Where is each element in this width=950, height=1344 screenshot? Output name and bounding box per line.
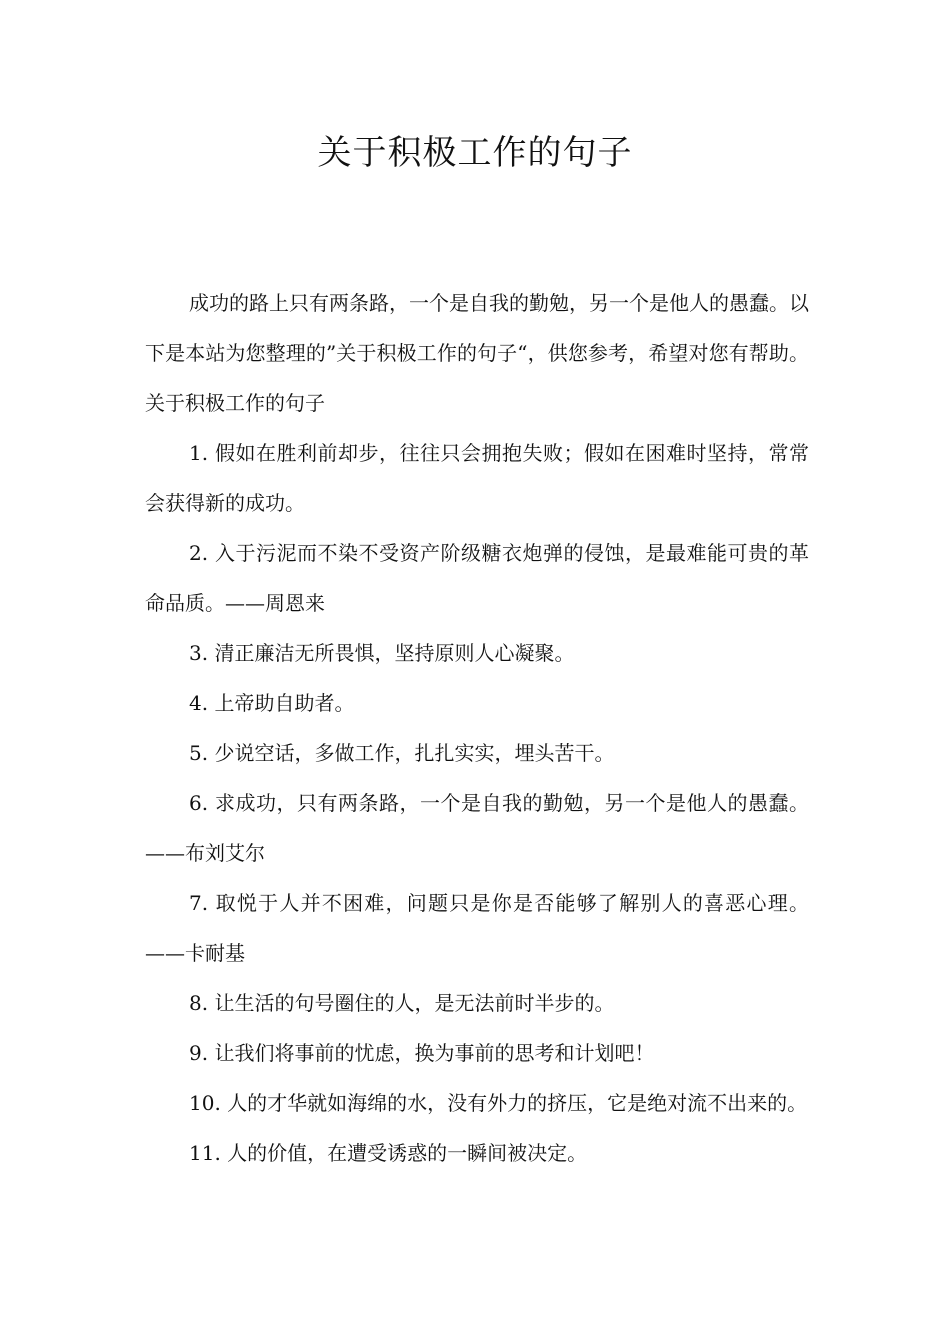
quote-item-10: 10. 人的才华就如海绵的水，没有外力的挤压，它是绝对流不出来的。	[189, 1091, 808, 1115]
quote-item-9: 9. 让我们将事前的忧虑，换为事前的思考和计划吧！	[189, 1041, 655, 1065]
quote-item-6: 6. 求成功，只有两条路，一个是自我的勤勉，另一个是他人的愚蠢。——布刘艾尔	[145, 791, 809, 865]
quote-item-7: 7. 取悦于人并不困难，问题只是你是否能够了解别人的喜恶心理。——卡耐基	[145, 891, 809, 965]
quote-item-1: 1. 假如在胜利前却步，往往只会拥抱失败；假如在困难时坚持，常常会获得新的成功。	[145, 441, 809, 515]
quote-item-3: 3. 清正廉洁无所畏惧，坚持原则人心凝聚。	[189, 641, 575, 665]
quote-item-8: 8. 让生活的句号圈住的人，是无法前时半步的。	[189, 991, 615, 1015]
document-body	[145, 278, 809, 1178]
quote-item-5: 5. 少说空话，多做工作，扎扎实实，埋头苦干。	[189, 741, 615, 765]
quote-item-4: 4. 上帝助自助者。	[189, 691, 355, 715]
quote-item-11: 11. 人的价值，在遭受诱惑的一瞬间被决定。	[189, 1141, 588, 1165]
quote-item-2: 2. 入于污泥而不染不受资产阶级糖衣炮弹的侵蚀，是最难能可贵的革命品质。——周恩来	[145, 541, 809, 615]
intro-paragraph: 成功的路上只有两条路，一个是自我的勤勉，另一个是他人的愚蠢。以下是本站为您整理的”关于积极工作的句子“，供您参考，希望对您有帮助。关于积极工作的句子	[145, 291, 809, 415]
document-title: 关于积极工作的句子	[317, 133, 633, 173]
